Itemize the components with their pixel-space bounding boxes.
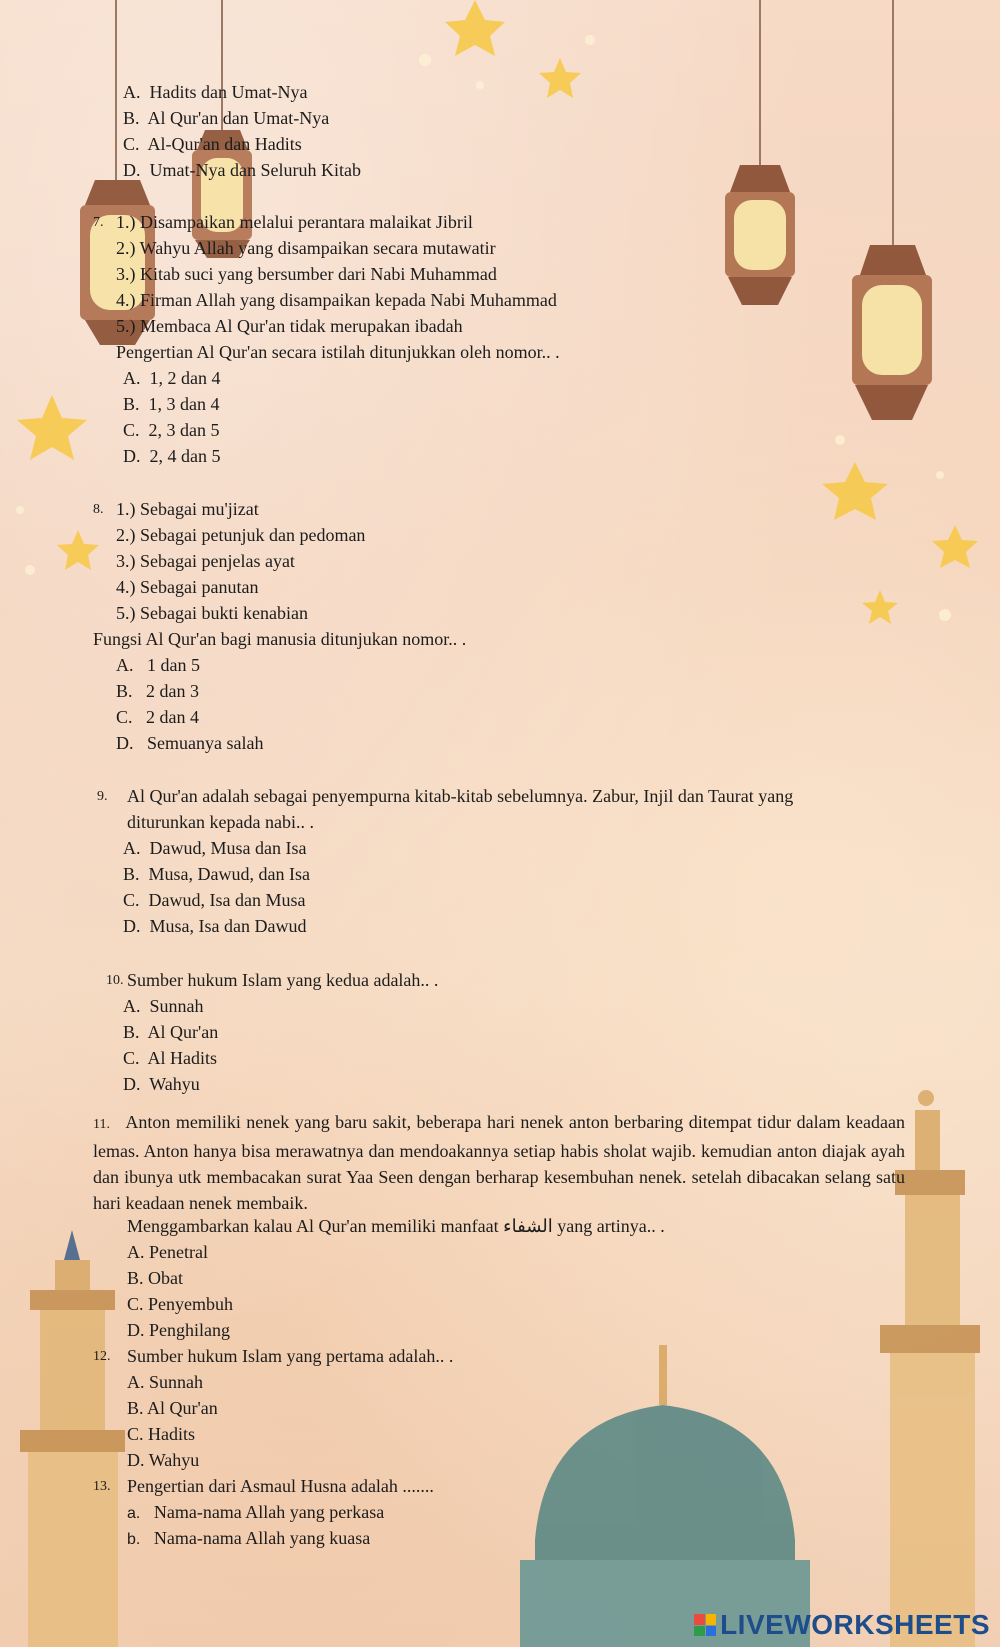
- question-text: Pengertian dari Asmaul Husna adalah .......: [127, 1476, 434, 1496]
- lantern-right-2: [852, 245, 932, 420]
- option-a[interactable]: A. Penetral: [127, 1242, 208, 1262]
- option-b[interactable]: b. Nama-nama Allah yang kuasa: [127, 1528, 371, 1548]
- statement: 2.) Sebagai petunjuk dan pedoman: [116, 525, 366, 545]
- statement: 1.) Sebagai mu'jizat: [116, 499, 259, 519]
- option-d[interactable]: D. 2, 4 dan 5: [123, 446, 221, 466]
- question-paragraph: [93, 1109, 905, 1216]
- question-number: 10.: [106, 973, 124, 988]
- question-text: Pengertian Al Qur'an secara istilah ditunjukkan oleh nomor.. .: [116, 342, 560, 362]
- question-number: 12.: [93, 1349, 111, 1364]
- option-c[interactable]: C. Penyembuh: [127, 1294, 234, 1314]
- statement: 4.) Sebagai panutan: [116, 577, 259, 597]
- question-number: 9.: [97, 789, 108, 804]
- option-d[interactable]: D. Umat-Nya dan Seluruh Kitab: [123, 160, 361, 180]
- option-a[interactable]: A. 1, 2 dan 4: [123, 368, 221, 388]
- statement: 1.) Disampaikan melalui perantara malaikat Jibril: [116, 212, 473, 232]
- option-b[interactable]: B. Al Qur'an: [127, 1398, 218, 1418]
- statement: 4.) Firman Allah yang disampaikan kepada Nabi Muhammad: [116, 290, 557, 310]
- option-b[interactable]: B. Al Qur'an dan Umat-Nya: [123, 108, 330, 128]
- option-d[interactable]: D. Wahyu: [127, 1450, 200, 1470]
- option-b[interactable]: B. Al Qur'an: [123, 1022, 219, 1042]
- option-c[interactable]: C. 2 dan 4: [116, 707, 200, 727]
- statement: 5.) Sebagai bukti kenabian: [116, 603, 308, 623]
- question-number: 11.: [93, 1117, 110, 1132]
- option-d[interactable]: D. Wahyu: [123, 1074, 200, 1094]
- option-a[interactable]: A. Hadits dan Umat-Nya: [123, 82, 308, 102]
- option-a[interactable]: A. Sunnah: [127, 1372, 203, 1392]
- option-a[interactable]: a. Nama-nama Allah yang perkasa: [127, 1502, 385, 1522]
- statement: 2.) Wahyu Allah yang disampaikan secara mutawatir: [116, 238, 496, 258]
- lantern-right: [725, 165, 795, 305]
- dome: [520, 1345, 810, 1647]
- option-a[interactable]: A. 1 dan 5: [116, 655, 200, 675]
- statement: 3.) Kitab suci yang bersumber dari Nabi Muhammad: [116, 264, 497, 284]
- option-d[interactable]: D. Penghilang: [127, 1320, 230, 1340]
- question-text: Sumber hukum Islam yang kedua adalah.. .: [127, 970, 439, 990]
- statement: 3.) Sebagai penjelas ayat: [116, 551, 295, 571]
- question-number: 8.: [93, 502, 104, 517]
- question-text: Sumber hukum Islam yang pertama adalah.. .: [127, 1346, 454, 1366]
- option-c[interactable]: C. 2, 3 dan 5: [123, 420, 220, 440]
- liveworksheets-watermark: [694, 1609, 990, 1641]
- option-b[interactable]: B. 1, 3 dan 4: [123, 394, 220, 414]
- question-number: 13.: [93, 1479, 111, 1494]
- watermark-text: LIVEWORKSHEETS: [720, 1609, 990, 1640]
- option-a[interactable]: A. Sunnah: [123, 996, 204, 1016]
- option-d[interactable]: D. Musa, Isa dan Dawud: [123, 916, 307, 936]
- question-text: Al Qur'an adalah sebagai penyempurna kitab-kitab sebelumnya. Zabur, Injil dan Taurat yang: [127, 786, 794, 806]
- question-text: Menggambarkan kalau Al Qur'an memiliki manfaat الشفاء yang artinya.. .: [127, 1216, 665, 1236]
- option-a[interactable]: A. Dawud, Musa dan Isa: [123, 838, 307, 858]
- option-b[interactable]: B. Musa, Dawud, dan Isa: [123, 864, 310, 884]
- paragraph-text: Anton memiliki nenek yang baru sakit, beberapa hari nenek anton berbaring ditempat tidur dalam keadaan lemas. Anton hanya bisa merawatnya dan mendoakannya setiap habis sholat wajib. kemudian anton diajak ayah dan ibunya utk membacakan surat Yaa Seen dengan berharap kesembuhan nenek. setelah dibacakan selang satu hari keadaan nenek membaik.: [93, 1112, 906, 1213]
- option-c[interactable]: C. Hadits: [127, 1424, 196, 1444]
- option-c[interactable]: C. Al Hadits: [123, 1048, 218, 1068]
- option-d[interactable]: D. Semuanya salah: [116, 733, 264, 753]
- option-b[interactable]: B. Obat: [127, 1268, 184, 1288]
- liveworksheets-logo-icon: [694, 1614, 716, 1636]
- option-c[interactable]: C. Al-Qur'an dan Hadits: [123, 134, 302, 154]
- minaret-left: [20, 1230, 125, 1647]
- statement: 5.) Membaca Al Qur'an tidak merupakan ibadah: [116, 316, 463, 336]
- question-number: 7.: [93, 215, 104, 230]
- option-c[interactable]: C. Dawud, Isa dan Musa: [123, 890, 306, 910]
- question-text: diturunkan kepada nabi.. .: [127, 812, 314, 832]
- option-b[interactable]: B. 2 dan 3: [116, 681, 200, 701]
- question-text: Fungsi Al Qur'an bagi manusia ditunjukan nomor.. .: [93, 629, 467, 649]
